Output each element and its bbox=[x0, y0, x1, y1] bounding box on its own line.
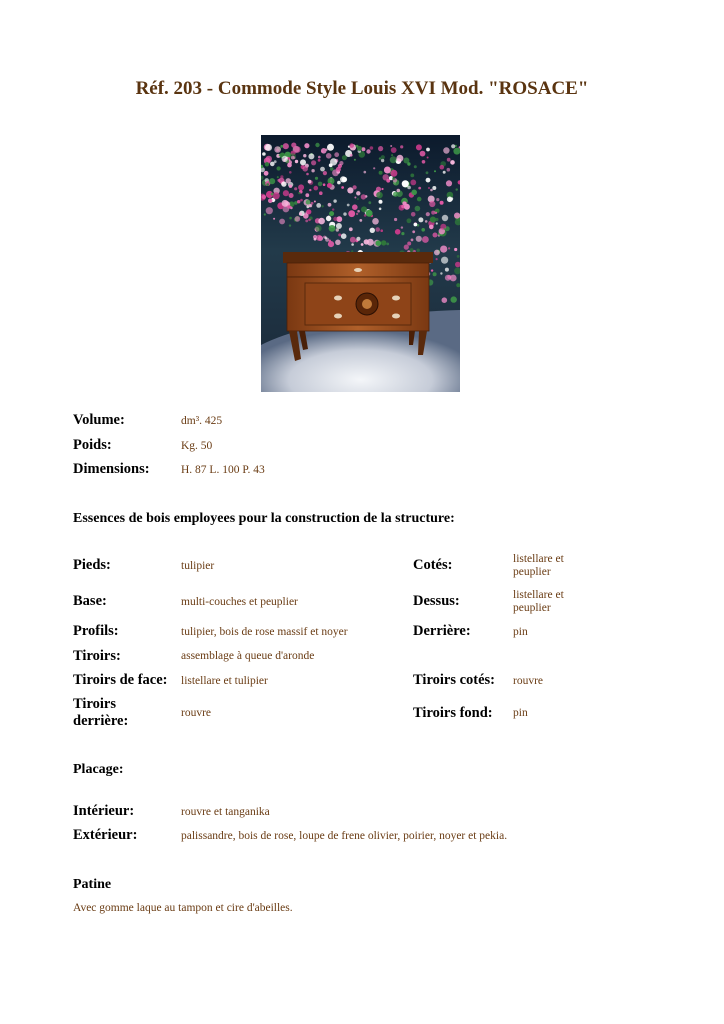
tiroirs-derriere-value: rouvre bbox=[181, 707, 212, 719]
dessus-label: Dessus: bbox=[413, 593, 460, 609]
placage-heading: Placage: bbox=[73, 762, 124, 777]
exterieur-value: palissandre, bois de rose, loupe de frene olivier, poirier, noyer et pekia. bbox=[181, 830, 508, 842]
interieur-value: rouvre et tanganika bbox=[181, 806, 270, 818]
exterieur-label: Extérieur: bbox=[73, 827, 138, 843]
interieur-label: Intérieur: bbox=[73, 803, 135, 819]
tiroirs-label: Tiroirs: bbox=[73, 648, 121, 664]
base-value: multi-couches et peuplier bbox=[181, 596, 298, 608]
profils-value: tulipier, bois de rose massif et noyer bbox=[181, 626, 348, 638]
product-photo bbox=[261, 135, 460, 392]
tiroirs-fond-label: Tiroirs fond: bbox=[413, 705, 493, 721]
profils-label: Profils: bbox=[73, 623, 119, 639]
cotes-label: Cotés: bbox=[413, 557, 453, 573]
volume-value: dm³. 425 bbox=[181, 415, 223, 427]
tiroirs-face-label: Tiroirs de face: bbox=[73, 672, 168, 688]
dimensions-label: Dimensions: bbox=[73, 461, 150, 477]
tiroirs-fond-value: pin bbox=[513, 707, 528, 719]
tiroirs-derriere-label: Tiroirs derrière: bbox=[73, 696, 129, 729]
tiroirs-face-value: listellare et tulipier bbox=[181, 675, 268, 687]
poids-label: Poids: bbox=[73, 437, 112, 453]
structure-heading: Essences de bois employees pour la construction de la structure: bbox=[73, 511, 455, 526]
dessus-value: listellare et peuplier bbox=[513, 589, 564, 614]
derriere-value: pin bbox=[513, 626, 528, 638]
cotes-value: listellare et peuplier bbox=[513, 553, 564, 578]
patine-heading: Patine bbox=[73, 877, 112, 892]
patine-text: Avec gomme laque au tampon et cire d'abeilles. bbox=[73, 902, 293, 914]
base-label: Base: bbox=[73, 593, 107, 609]
tiroirs-cotes-label: Tiroirs cotés: bbox=[413, 672, 496, 688]
dimensions-value: H. 87 L. 100 P. 43 bbox=[181, 464, 265, 476]
derriere-label: Derrière: bbox=[413, 623, 471, 639]
pieds-value: tulipier bbox=[181, 560, 215, 572]
volume-label: Volume: bbox=[73, 412, 125, 428]
page-title: Réf. 203 - Commode Style Louis XVI Mod. "ROSACE" bbox=[135, 78, 589, 99]
pieds-label: Pieds: bbox=[73, 557, 111, 573]
poids-value: Kg. 50 bbox=[181, 440, 213, 452]
tiroirs-value: assemblage à queue d'aronde bbox=[181, 650, 315, 662]
tiroirs-cotes-value: rouvre bbox=[513, 675, 544, 687]
